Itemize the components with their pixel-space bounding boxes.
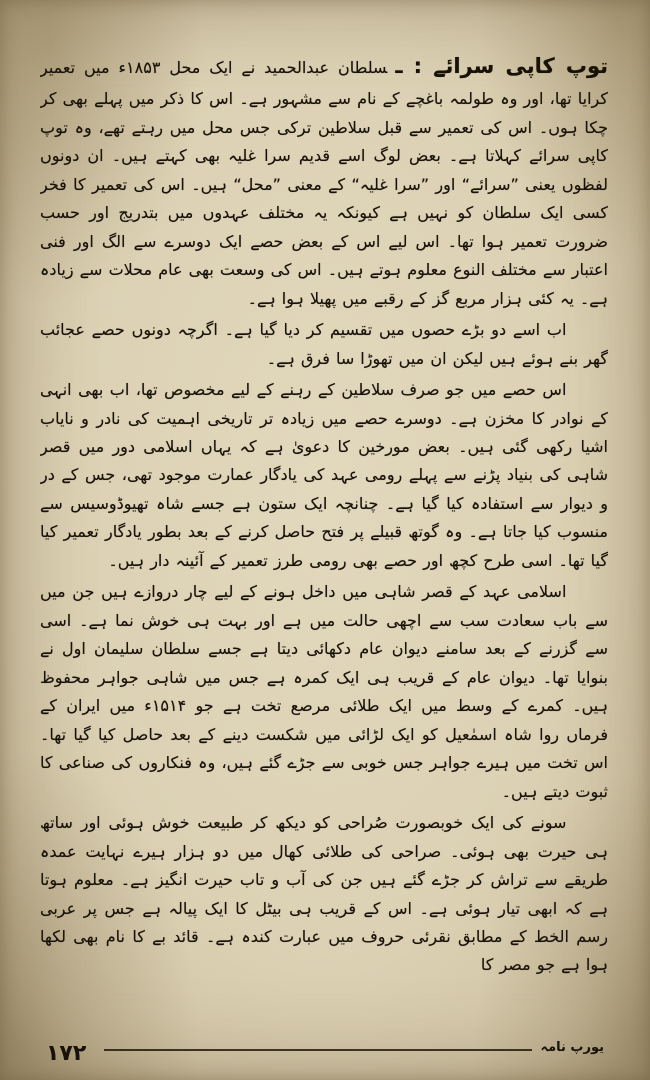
- paragraph-text: سونے کی ایک خوبصورت صُراحی کو دیکھ کر طبیعت خوش ہوئی اور ساتھ ہی حیرت بھی ہوئی۔ صراحی کی طلائی کھال میں دو ہزار ہیرے نہایت عمدہ طریقے سے تراش کر جڑے گئے ہیں جن کی آب و تاب حیرت انگیز ہے۔ معلوم ہوتا ہے کہ ابھی تیار ہوئی ہے۔ اس کے قریب ہی بیٹل کا ایک پیالہ ہے جس پر عربی رسم الخط کے مطابق نقرئی حروف میں عبارت کندہ ہے۔ قائد بے کا نام بھی لکھا ہوا ہے جو مصر کا: [40, 813, 608, 975]
- paragraph-text: سلطان عبدالحمید نے ایک محل ۱۸۵۳ء میں تعمیر کرایا تھا، اور وہ طولمہ باغچے کے نام سے مشہور ہے۔ اس کا ذکر میں پہلے بھی کر چکا ہوں۔ اس کی تعمیر سے قبل سلاطین ترکی جس محل میں رہتے تھے، وہ توپ کاپی سرائے کہلاتا ہے۔ بعض لوگ اسے قدیم سرا غلیہ بھی کہتے ہیں۔ ان دونوں لفظوں یعنی ”سرائے“ اور ”سرا غلیہ“ کے معنی ”محل“ ہیں۔ اس کی تعمیر کا فخر کسی ایک سلطان کو نہیں ہے کیونکہ یہ مختلف عہدوں میں بتدریج اور حسب ضرورت تعمیر ہوا تھا۔ اس لیے اس کے بعض حصے ایک دوسرے سے الگ اور فنی اعتبار سے مختلف النوع معلوم ہوتے ہیں۔ اس کی وسعت بھی عام محلات سے زیادہ ہے۔ یہ کئی ہزار مربع گز کے رقبے میں پھیلا ہوا ہے۔: [40, 58, 608, 308]
- paragraph: [40, 809, 608, 980]
- page-footer: [46, 1037, 604, 1066]
- page-text-block: [40, 48, 608, 1008]
- paragraph: [40, 578, 608, 806]
- page-number: ۱۷۲: [46, 1041, 87, 1066]
- paragraph: [40, 316, 608, 373]
- paragraph-text: اس حصے میں جو صرف سلاطین کے رہنے کے لیے مخصوص تھا، اب بھی انہی کے نوادر کا مخزن ہے۔ دوسرے حصے میں زیادہ تر تاریخی اہمیت کی نادر و نایاب اشیا رکھی گئی ہیں۔ بعض مورخین کا دعویٰ ہے کہ یہاں اسلامی دور میں قصر شاہی کی بنیاد پڑنے سے پہلے رومی عہد کی یادگار عمارت موجود تھی، جس کے در و دیوار سے استفادہ کیا گیا ہے۔ چنانچہ ایک ستون ہے جسے شاہ تھیوڈوسیس سے منسوب کیا جاتا ہے۔ وہ گوتھ قبیلے پر فتح حاصل کرنے کے بعد بطور یادگار تعمیر کیا گیا تھا۔ اسی طرح کچھ اور حصے بھی رومی طرز تعمیر کے آئینہ دار ہیں۔: [40, 380, 608, 570]
- paragraph-text: اسلامی عہد کے قصر شاہی میں داخل ہونے کے لیے چار دروازے ہیں جن میں سے باب سعادت سب سے اچھی حالت میں ہے اور بہت ہی خوش نما ہے۔ اسی سے گزرنے کے بعد سامنے دیوان عام دکھائی دیتا ہے جسے سلطان سلیمان اول نے بنوایا تھا۔ دیوان عام کے قریب ہی ایک کمرہ ہے جس میں شاہی جواہر محفوظ ہیں۔ کمرے کے وسط میں ایک طلائی مرصع تخت ہے جو ۱۵۱۴ء میں ایران کے فرماں روا شاہ اسمٰعیل کو ایک لڑائی میں شکست دینے کے بعد حاصل کیا گیا تھا۔ اس تخت میں ہیرے جواہر جس خوبی سے جڑے گئے ہیں، وہ فنکاروں کی صناعی کا ثبوت دیتے ہیں۔: [40, 582, 608, 801]
- section-heading: توپ کاپی سرائے : ـ: [395, 54, 608, 78]
- paragraph: [40, 376, 608, 575]
- paragraph: [40, 48, 608, 313]
- footer-rule: [104, 1049, 532, 1051]
- book-title: یورپ نامہ: [540, 1040, 604, 1055]
- paragraph-text: اب اسے دو بڑے حصوں میں تقسیم کر دیا گیا ہے۔ اگرچہ دونوں حصے عجائب گھر بنے ہوئے ہیں لیکن ان میں تھوڑا سا فرق ہے۔: [40, 320, 608, 368]
